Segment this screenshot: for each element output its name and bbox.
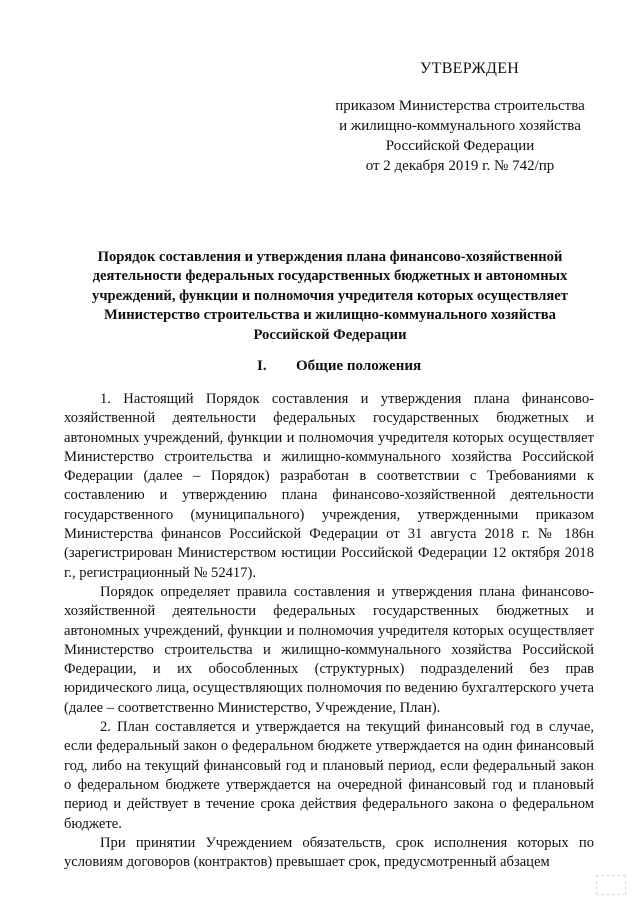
approval-line: приказом Министерства строительства (335, 98, 585, 114)
scan-corner-mark (596, 875, 626, 895)
document-body (64, 390, 594, 872)
title-line: Порядок составления и утверждения плана финансово-хозяйственной (97, 249, 563, 265)
title-line: учреждений, функции и полномочия учредителя которых осуществляет (92, 287, 568, 304)
approval-stamp-title: УТВЕРЖДЕН (420, 60, 520, 77)
approval-line: и жилищно-коммунального хозяйства (339, 118, 581, 134)
title-line: Министерство строительства и жилищно-коммунального хозяйства (104, 307, 556, 324)
title-line: деятельности федеральных государственных бюджетных и автономных (92, 268, 568, 285)
section-number: I. (257, 358, 267, 374)
title-line: Российской Федерации (253, 326, 407, 343)
approval-order-date: от 2 декабря 2019 г. № 742/пр (365, 158, 555, 174)
document-title (70, 248, 590, 345)
section-title: Общие положения (296, 358, 422, 374)
paragraph: При принятии Учреждением обязательств, срок исполнения которых по условиям договоров (контрактов) превышает срок, предусмотренный абзацем (64, 834, 594, 871)
paragraph: Порядок определяет правила составления и утверждения плана финансово-хозяйственной деятельности федеральных государственных бюджетных и автономных учреждений, функции и полномочия учредителя которых осуществляет Министерство строительства и жилищно-коммунального хозяйства Российской Федерации, и их обособленных (структурных) подразделений без прав юридического лица, осуществляющих полномочия по ведению бухгалтерского учета (далее – соответственно Министерство, Учреждение, План). (64, 583, 594, 716)
paragraph: 2. План составляется и утверждается на текущий финансовый год в случае, если федеральный закон о федеральном бюджете утверждается на один финансовый год, либо на текущий финансовый год и плановый период, если федеральный закон о федеральном бюджете утверждается на очередной финансовый год и плановый период и действует в течение срока действия федерального закона о федеральном бюджете. (64, 719, 594, 832)
approval-line: Российской Федерации (385, 138, 535, 154)
approval-order-details (320, 96, 600, 176)
paragraph: 1. Настоящий Порядок составления и утверждения плана финансово-хозяйственной деятельности федеральных государственных бюджетных и автономных учреждений, функции и полномочия учредителя которых осуществляет Министерство строительства и жилищно-коммунального хозяйства Российской Федерации (далее – Порядок) разработан в соответствии с Требованиями к составлению и утверждению плана финансово-хозяйственной деятельности государственного (муниципального) учреждения, утвержденными приказом Министерства финансов Российской Федерации от 31 августа 2018 г. № 186н (зарегистрирован Министерством юстиции Российской Федерации 12 октября 2018 г., регистрационный № 52417). (64, 391, 594, 581)
